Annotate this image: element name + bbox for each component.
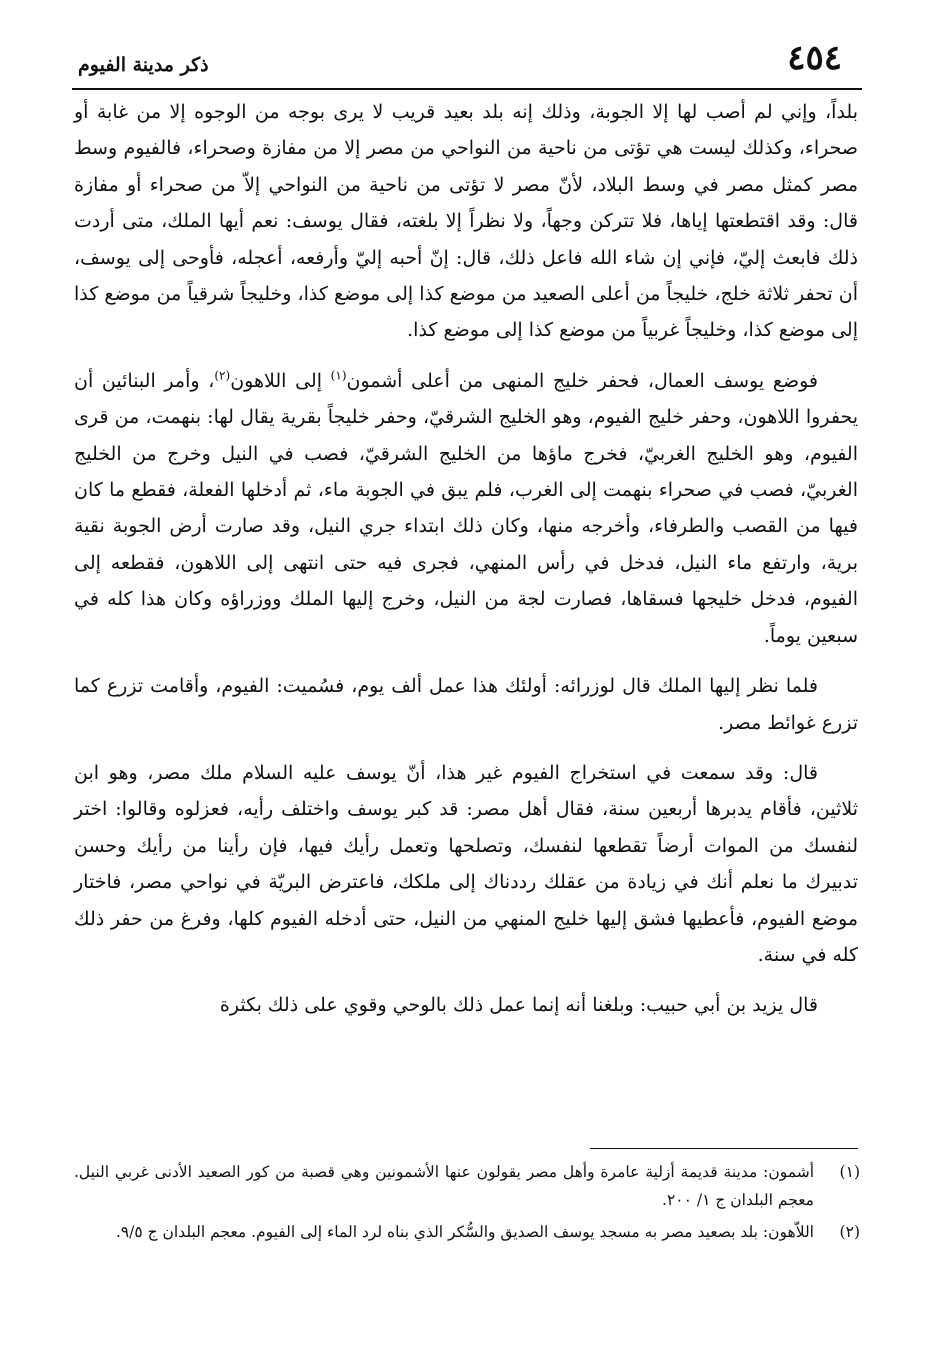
- footnote-marker-1: (١): [330, 368, 347, 383]
- footnote-rule: [590, 1148, 858, 1149]
- footnote-text: أشمون: مدينة قديمة أزلية عامرة وأهل مصر يقولون عنها الأشمونين وهي قصبة من كور الصعيد الأدنى غربي النيل. معجم البلدان ج ١/ ٢٠٠.: [74, 1163, 814, 1209]
- footnote-number: (١): [839, 1163, 860, 1181]
- footnote-number: (٢): [839, 1223, 860, 1241]
- paragraph-5: قال يزيد بن أبي حبيب: وبلغنا أنه إنما عمل ذلك بالوحي وقوي على ذلك بكثرة: [219, 994, 818, 1017]
- paragraph-1: بلداً، وإني لم أصب لها إلا الجوبة، وذلك إنه بلد بعيد قريب لا يرى بوجه من الوجوه إلا من غابة أو صحراء، وكذلك ليست هي تؤتى من ناحية من النواحي من مصر إلا من مفازة وصحراء، فالفيوم وسط مصر كمثل مصر في وسط البلاد، لأنّ مصر لا تؤتى من ناحية من النواحي إلاّ من صحراء أو مفازة قال: وقد اقتطعتها إياها، فلا تتركن وجهاً، ولا نظراً إلا بلغته، فقال يوسف: نعم أيها الملك، متى أردت ذلك فابعث إليّ، فإني إن شاء الله فاعل ذلك، قال: إنّ أحبه إليّ وأرفعه، أعجله، فأوحى إلى يوسف، أن تحفر ثلاثة خلج، خليجاً من أعلى الصعيد من موضع كذا إلى موضع كذا، وخليجاً شرقياً من موضع كذا إلى موضع كذا، وخليجاً غربياً من موضع كذا إلى موضع كذا.: [74, 101, 859, 342]
- footnote-marker-2: (٢): [214, 368, 231, 383]
- paragraph-3: فلما نظر إليها الملك قال لوزرائه: أولئك هذا عمل ألف يوم، فسُميت: الفيوم، وأقامت تزرع كما تزرع غوائط مصر.: [74, 675, 858, 734]
- paragraph-4: قال: وقد سمعت في استخراج الفيوم غير هذا، أنّ يوسف عليه السلام ملك مصر، وهو ابن ثلاثين، فأقام يدبرها أربعين سنة، فقال أهل مصر: قد كبر يوسف واختلف رأيه، فعزلوه وقالوا: اختر لنفسك من الموات أرضاً تقطعها لنفسك، وتصلحها وتعمل رأيك فيها، فإن رأينا من رأيك وحسن تدبيرك ما نعلم أنك في زيادة من عقلك رددناك إلى ملكك، فاعترض البريّة في نواحي مصر، فاختار موضع الفيوم، فأعطيها فشق إليها خليج المنهي من النيل، حتى أدخله الفيوم كلها، وفرغ من حفر ذلك كله في سنة.: [74, 761, 858, 966]
- header-rule: [72, 88, 862, 90]
- paragraph-2-part-1: فوضع يوسف العمال، فحفر خليج المنهى من أعلى أشمون: [346, 369, 818, 392]
- paragraph-2-part-2: إلى اللاهون: [230, 369, 331, 392]
- footnote-2: [74, 1218, 860, 1246]
- main-text: [74, 94, 858, 1038]
- footnote-text: اللاّهون: بلد بصعيد مصر به مسجد يوسف الصديق والسُّكر الذي بناه لرد الماء إلى الفيوم. معجم البلدان ج ٩/٥.: [115, 1223, 814, 1241]
- footnote-1: [74, 1158, 860, 1214]
- page-header: [72, 36, 860, 86]
- footnotes: [74, 1158, 860, 1250]
- running-title: ذكر مدينة الفيوم: [78, 54, 209, 76]
- page-number: ٤٥٤: [787, 38, 842, 78]
- paragraph-2: [74, 363, 858, 654]
- paragraph-2-part-3: ، وأمر البنائين أن يحفروا اللاهون، وحفر خليج الفيوم، وهو الخليج الشرقيّ، وحفر خليجاً بقرية يقال لها: بنهمت، من قرى الفيوم، وهو الخليج الغربيّ، فخرج ماؤها من الخليج الشرقيّ، فصب في النيل وخرج من الخليج الغربيّ، فصب في صحراء بنهمت إلى الغرب، فلم يبق في الجوبة ماء، ثم أدخلها الفعلة، فقطع ما كان فيها من القصب والطرفاء، وأخرجه منها، وكان ذلك ابتداء جري النيل، وقد صارت أرض الجوبة نقية برية، وارتفع ماء النيل، فدخل في رأس المنهي، فجرى فيه حتى انتهى إلى اللاهون، فقطعه إلى الفيوم، فدخل خليجها فسقاها، فصارت لجة من النيل، وخرج إليها الملك ووزراؤه وكان هذا كله في سبعين يوماً.: [74, 369, 858, 647]
